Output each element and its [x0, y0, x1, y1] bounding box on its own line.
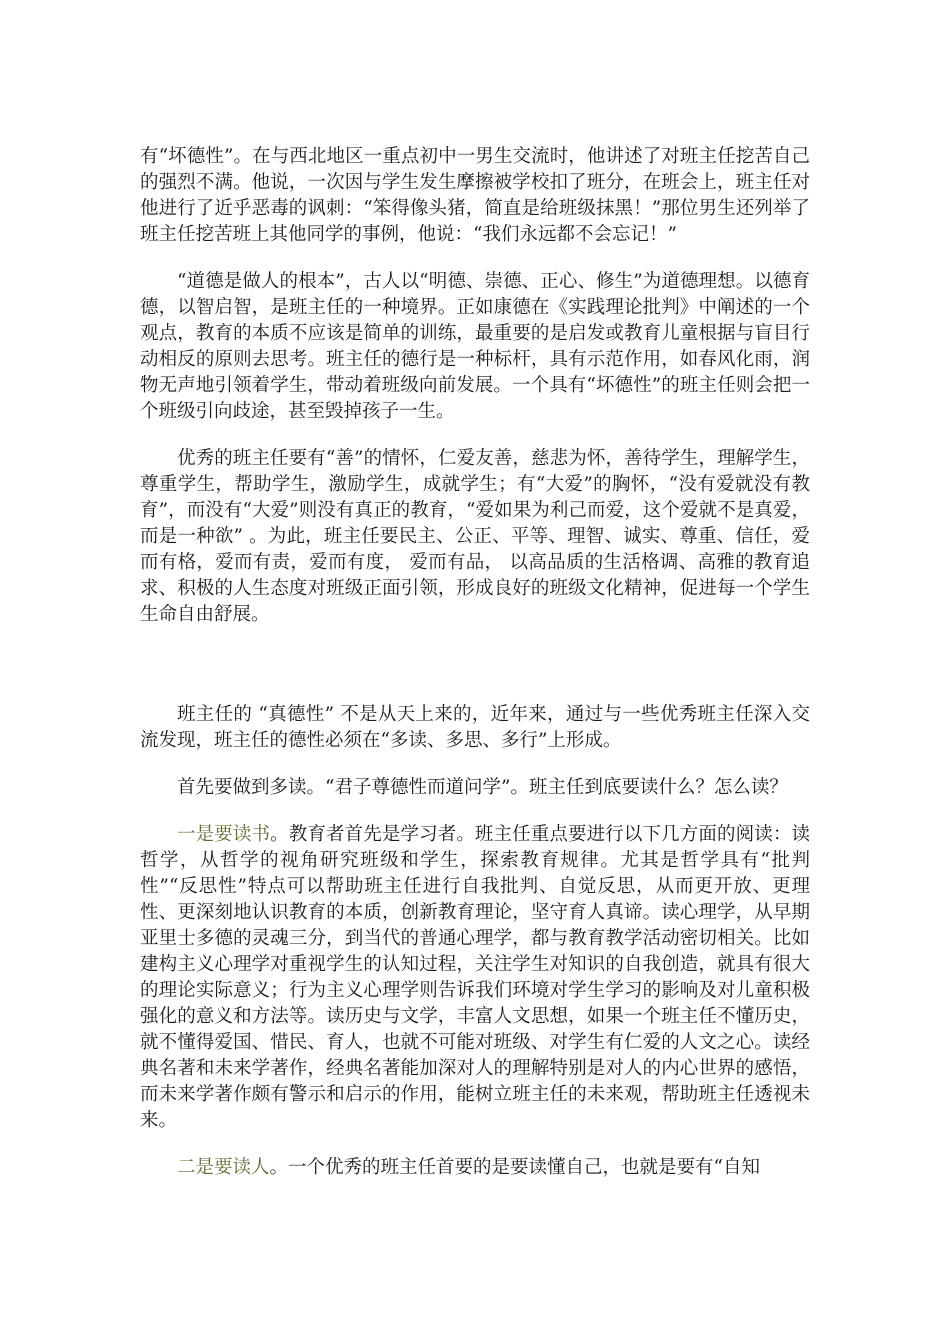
paragraph-true-virtue: 班主任的 “真德性” 不是从天上来的，近年来，通过与一些优秀班主任深入交流发现，班主任的德性必须在“多读、多思、多行”上形成。	[140, 704, 810, 751]
paragraph-bad-virtue-story: 有“坏德性”。在与西北地区一重点初中一男生交流时，他讲述了对班主任挖苦自己的强烈不满。他说，一次因与学生发生摩擦被学校扣了班分，在班会上，班主任对他进行了近乎恶毒的讽刺：“笨得像头猪，简直是给班级抹黑！”那位男生还列举了班主任挖苦班上其他同学的事例，他说：“我们永远都不会忘记！”	[140, 146, 810, 245]
paragraph-read-more: 首先要做到多读。“君子尊德性而道问学”。班主任到底要读什么？怎么读？	[177, 777, 788, 798]
paragraph-read-people	[140, 1155, 810, 1181]
paragraph-morality-root: “道德是做人的根本”，古人以“明德、崇德、正心、修生”为道德理想。以德育德，以智启智，是班主任的一种境界。正如康德在《实践理论批判》中阐述的一个观点，教育的本质不应该是简单的训练，最重要的是启发或教育儿童根据与盲目行动相反的原则去思考。班主任的德行是一种标杆，具有示范作用，如春风化雨，润物无声地引领着学生，带动着班级向前发展。一个具有“坏德性”的班主任则会把一个班级引向歧途，甚至毁掉孩子一生。	[140, 271, 810, 422]
section-lead-read-people: 二是要读人	[177, 1157, 270, 1178]
section-lead-read-books: 一是要读书	[177, 824, 271, 845]
paragraph-good-teacher: 优秀的班主任要有“善”的情怀，仁爱友善，慈悲为怀，善待学生，理解学生，尊重学生，帮助学生，激励学生，成就学生；有“大爱”的胸怀，“没有爱就没有教育”，而没有“大爱”则没有真正的教育，“爱如果为利己而爱，这个爱就不是真爱，而是一种欲” 。为此，班主任要民主、公正、平等、理智、诚实、尊重、信任，爱而有格，爱而有责，爱而有度， 爱而有品， 以高品质的生活格调、高雅的教育追求、积极的人生态度对班级正面引领，形成良好的班级文化精神，促进每一个学生生命自由舒展。	[140, 448, 810, 625]
document-page	[140, 144, 810, 1202]
paragraph-read-people-body: 。一个优秀的班主任首要的是要读懂自己，也就是要有“自知	[269, 1157, 760, 1178]
paragraph-read-books-body: 。教育者首先是学习者。班主任重点要进行以下几方面的阅读：读哲学，从哲学的视角研究班级和学生，探索教育规律。尤其是哲学具有“批判性”“反思性”特点可以帮助班主任进行自我批判、自觉反思，从而更开放、更理性、更深刻地认识教育的本质，创新教育理论，坚守育人真谛。读心理学，从早期亚里士多德的灵魂三分，到当代的普通心理学，都与教育教学活动密切相关。比如建构主义心理学对重视学生的认知过程，关注学生对知识的自我创造，就具有很大的理论实际意义；行为主义心理学则告诉我们环境对学生学习的影响及对儿童积极强化的意义和方法等。读历史与文学，丰富人文思想，如果一个班主任不懂历史，就不懂得爱国、惜民、育人，也就不可能对班级、对学生有仁爱的人文之心。读经典名著和未来学著作，经典名著能加深对人的理解特别是对人的内心世界的感悟，而未来学著作颇有警示和启示的作用，能树立班主任的未来观，帮助班主任透视未来。	[140, 824, 810, 1131]
paragraph-read-books	[140, 822, 810, 1134]
